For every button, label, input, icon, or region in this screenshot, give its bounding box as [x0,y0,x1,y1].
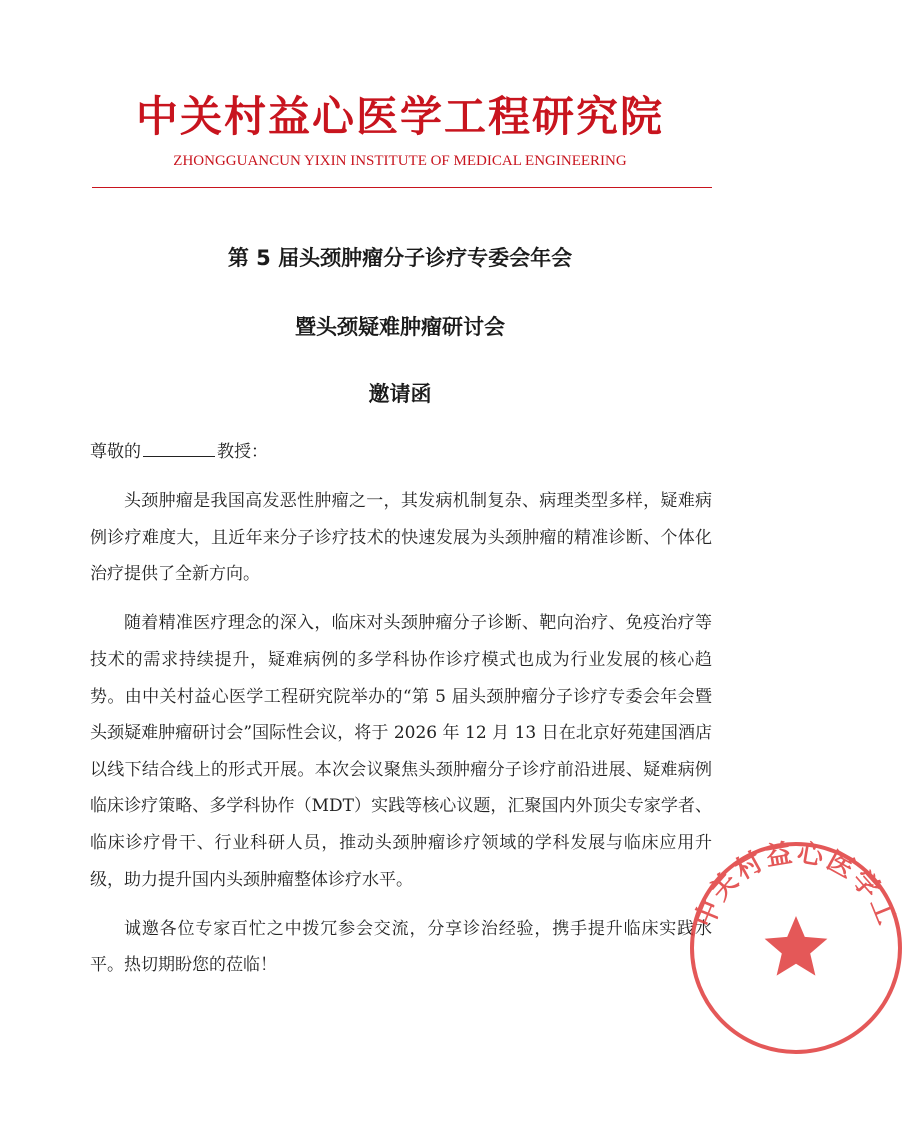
star-icon [765,916,828,976]
salutation [90,438,268,465]
name-blank-line [143,438,215,457]
seal-text-path: 中关村益心医学工 [689,838,903,932]
letterhead-divider [92,187,712,188]
salutation-prefix: 尊敬的 [90,442,141,462]
letterhead-name-cn: 中关村益心医学工程研究院 [135,92,664,141]
paragraph-3: 诚邀各位专家百忙之中拨冗参会交流，分享诊治经验，携手提升临床实践水平。热切期盼您的莅临！ [90,918,712,976]
paragraph-2: 随着精准医疗理念的深入，临床对头颈肿瘤分子诊断、靶向治疗、免疫治疗等技术的需求持续提升，疑难病例的多学科协作诊疗模式也成为行业发展的核心趋势。由中关村益心医学工程研究院举办的“第 5 届头颈肿瘤分子诊疗专委会年会暨头颈疑难肿瘤研讨会”国际性会议，将于 2026 年 12 月 13 日在北京好苑建国酒店以线下结合线上的形式开展。本次会议聚焦头颈肿瘤分子诊疗前沿进展、疑难病例临床诊疗策略、多学科协作（MDT）实践等核心议题，汇聚国内外顶尖专家学者、临床诊疗骨干、行业科研人员，推动头颈肿瘤诊疗领域的学科发展与临床应用升级，助力提升国内头颈肿瘤整体诊疗水平。 [90,613,712,890]
letterhead-name-en: ZHONGGUANCUN YIXIN INSTITUTE OF MEDICAL ENGINEERING [173,153,627,169]
paragraph-1: 头颈肿瘤是我国高发恶性肿瘤之一，其发病机制复杂、病理类型多样，疑难病例诊疗难度大，且近年来分子诊疗技术的快速发展为头颈肿瘤的精准诊断、个体化治疗提供了全新方向。 [90,491,712,585]
letter-body [90,483,712,997]
official-seal [686,838,906,1058]
document-title-line1: 第 5 届头颈肿瘤分子诊疗专委会年会 [227,246,573,270]
document-title-line3: 邀请函 [368,382,432,406]
document-title-line2: 暨头颈疑难肿瘤研讨会 [295,315,505,339]
salutation-suffix: 教授： [217,442,268,462]
